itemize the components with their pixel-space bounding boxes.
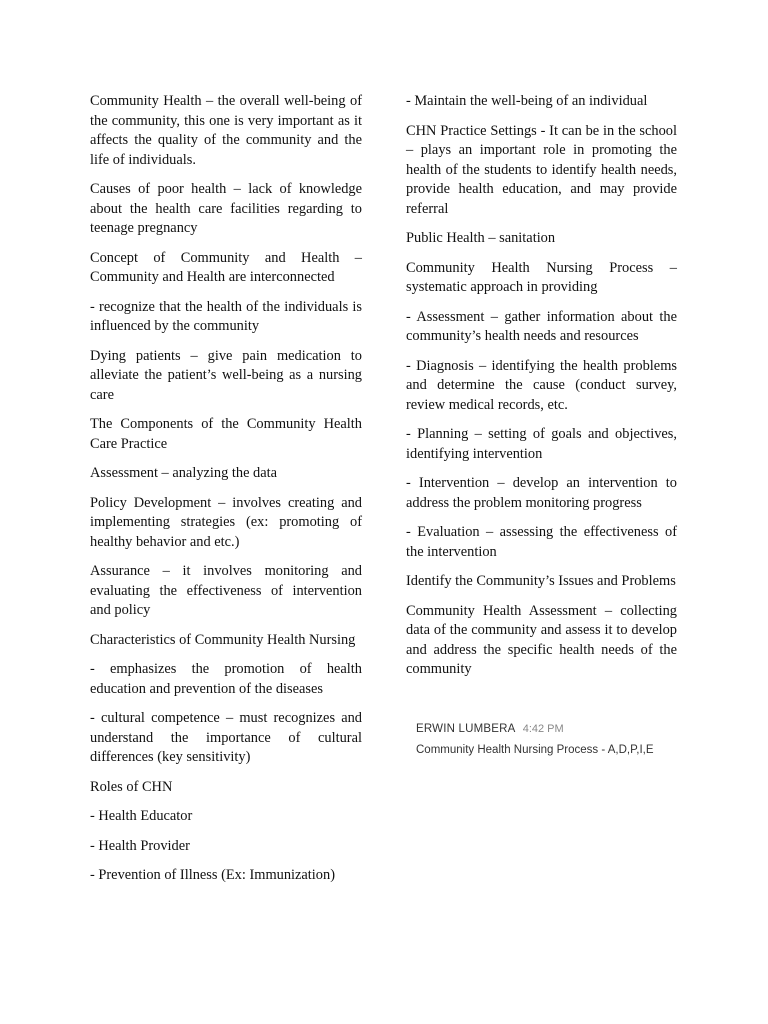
paragraph: - Assessment – gather information about the community’s health needs and resources xyxy=(406,308,677,344)
left-column xyxy=(90,92,362,896)
paragraph: - cultural competence – must recognizes and understand the importance of cultural differences (key sensitivity) xyxy=(90,710,362,765)
paragraph: - Maintain the well-being of an individual xyxy=(406,93,648,109)
paragraph: Community Health Nursing Process – systematic approach in providing xyxy=(406,259,677,295)
paragraph: - recognize that the health of the individuals is influenced by the community xyxy=(90,298,362,334)
paragraph: Characteristics of Community Health Nursing xyxy=(90,631,356,648)
paragraph: CHN Practice Settings - It can be in the school – plays an important role in promoting the health of the students to identify health needs, provide health education, and may provide referral xyxy=(406,122,677,217)
comment-text: Community Health Nursing Process - A,D,P,I,E xyxy=(416,744,654,756)
paragraph: Roles of CHN xyxy=(90,778,173,795)
paragraph: Assurance – it involves monitoring and evaluating the effectiveness of intervention and policy xyxy=(90,563,362,618)
paragraph: Dying patients – give pain medication to alleviate the patient’s well-being as a nursing care xyxy=(90,347,362,403)
paragraph: Causes of poor health – lack of knowledge about the health care facilities regarding to teenage pregnancy xyxy=(90,181,362,236)
paragraph: - Planning – setting of goals and objectives, identifying intervention xyxy=(406,426,677,462)
paragraph: Identify the Community’s Issues and Problems xyxy=(406,573,676,589)
paragraph: Public Health – sanitation xyxy=(406,230,556,246)
paragraph: Community Health – the overall well-being of the community, this one is very important as it affects the quality of the community and the life of individuals. xyxy=(90,93,362,168)
paragraph: Community Health Assessment – collecting data of the community and assess it to develop and address the specific health needs of the community xyxy=(406,602,677,677)
paragraph: - emphasizes the promotion of health education and prevention of the diseases xyxy=(90,661,362,697)
paragraph: - Evaluation – assessing the effectiveness of the intervention xyxy=(406,524,677,560)
paragraph: - Intervention – develop an intervention to address the problem monitoring progress xyxy=(406,475,677,511)
paragraph: - Prevention of Illness (Ex: Immunization) xyxy=(90,867,335,883)
paragraph: Policy Development – involves creating and implementing strategies (ex: promoting of healthy behavior and etc.) xyxy=(90,494,362,550)
paragraph: - Diagnosis – identifying the health problems and determine the cause (conduct survey, review medical records, etc. xyxy=(406,357,677,413)
comment-header xyxy=(416,721,716,737)
right-column xyxy=(406,92,677,690)
paragraph: - Health Provider xyxy=(90,837,190,854)
comment-card xyxy=(416,721,716,758)
paragraph: Concept of Community and Health – Community and Health are interconnected xyxy=(90,249,362,285)
comment-time: 4:42 PM xyxy=(522,723,564,735)
paragraph: - Health Educator xyxy=(90,808,193,824)
paragraph: The Components of the Community Health Care Practice xyxy=(90,416,362,452)
comment-author: ERWIN LUMBERA xyxy=(416,723,516,735)
paragraph: Assessment – analyzing the data xyxy=(90,465,278,481)
